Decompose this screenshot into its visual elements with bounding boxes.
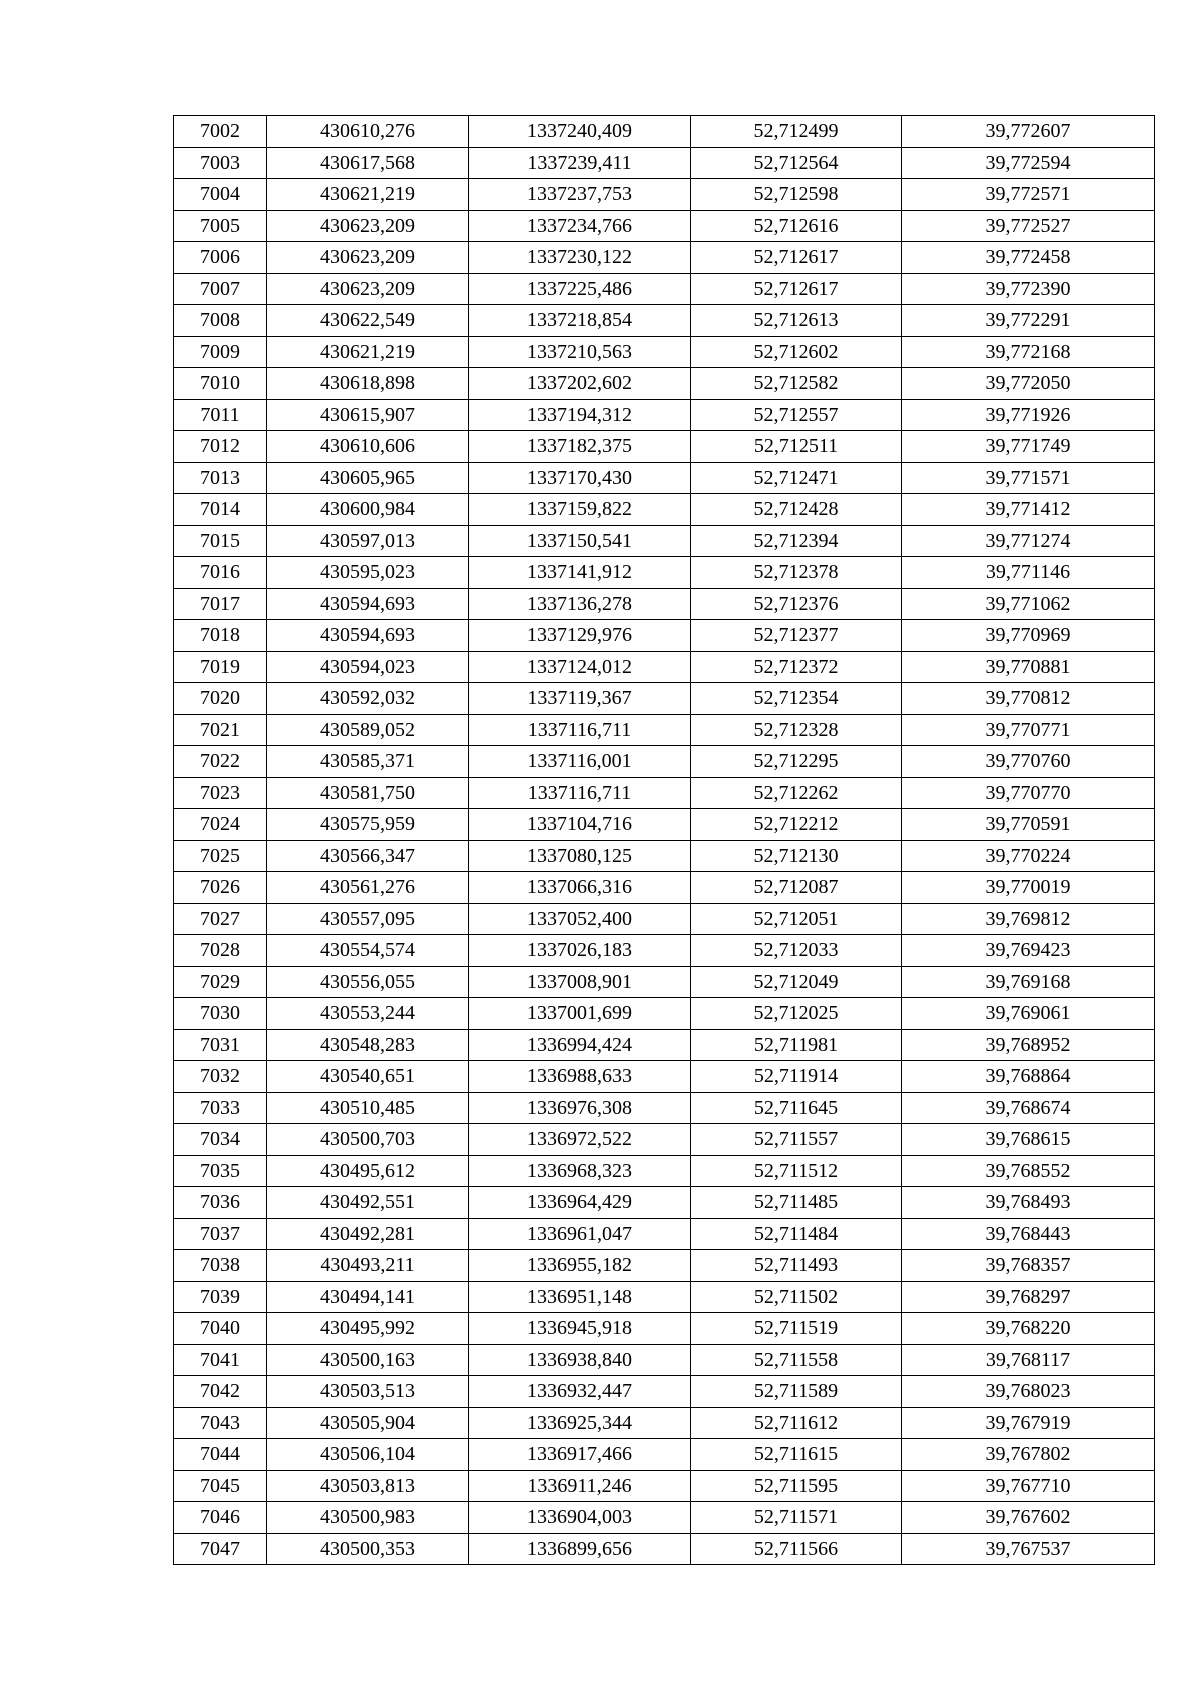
x-coordinate-cell: 430556,055 [267,966,469,998]
point-number-cell: 7014 [174,494,267,526]
x-coordinate-cell: 430594,693 [267,588,469,620]
longitude-cell: 39,772527 [902,210,1155,242]
point-number-cell: 7007 [174,273,267,305]
point-number-cell: 7040 [174,1313,267,1345]
x-coordinate-cell: 430600,984 [267,494,469,526]
table-row [174,1376,1155,1408]
latitude-cell: 52,712428 [691,494,902,526]
latitude-cell: 52,712328 [691,714,902,746]
point-number-cell: 7025 [174,840,267,872]
point-number-cell: 7039 [174,1281,267,1313]
table-row [174,462,1155,494]
latitude-cell: 52,712025 [691,998,902,1030]
longitude-cell: 39,767602 [902,1502,1155,1534]
longitude-cell: 39,770760 [902,746,1155,778]
longitude-cell: 39,767537 [902,1533,1155,1565]
y-coordinate-cell: 1337202,602 [469,368,691,400]
x-coordinate-cell: 430589,052 [267,714,469,746]
y-coordinate-cell: 1337237,753 [469,179,691,211]
y-coordinate-cell: 1337234,766 [469,210,691,242]
latitude-cell: 52,711519 [691,1313,902,1345]
y-coordinate-cell: 1337001,699 [469,998,691,1030]
latitude-cell: 52,712354 [691,683,902,715]
x-coordinate-cell: 430557,095 [267,903,469,935]
longitude-cell: 39,768615 [902,1124,1155,1156]
latitude-cell: 52,711615 [691,1439,902,1471]
point-number-cell: 7046 [174,1502,267,1534]
table-row [174,651,1155,683]
point-number-cell: 7045 [174,1470,267,1502]
point-number-cell: 7023 [174,777,267,809]
longitude-cell: 39,771274 [902,525,1155,557]
latitude-cell: 52,711571 [691,1502,902,1534]
y-coordinate-cell: 1337210,563 [469,336,691,368]
x-coordinate-cell: 430585,371 [267,746,469,778]
x-coordinate-cell: 430622,549 [267,305,469,337]
table-row [174,368,1155,400]
x-coordinate-cell: 430618,898 [267,368,469,400]
table-row [174,431,1155,463]
longitude-cell: 39,767919 [902,1407,1155,1439]
y-coordinate-cell: 1336911,246 [469,1470,691,1502]
latitude-cell: 52,711502 [691,1281,902,1313]
latitude-cell: 52,711493 [691,1250,902,1282]
point-number-cell: 7029 [174,966,267,998]
y-coordinate-cell: 1337119,367 [469,683,691,715]
x-coordinate-cell: 430510,485 [267,1092,469,1124]
y-coordinate-cell: 1336968,323 [469,1155,691,1187]
y-coordinate-cell: 1337150,541 [469,525,691,557]
table-row [174,872,1155,904]
point-number-cell: 7043 [174,1407,267,1439]
y-coordinate-cell: 1336945,918 [469,1313,691,1345]
longitude-cell: 39,770770 [902,777,1155,809]
longitude-cell: 39,769812 [902,903,1155,935]
y-coordinate-cell: 1337066,316 [469,872,691,904]
table-row [174,935,1155,967]
point-number-cell: 7026 [174,872,267,904]
longitude-cell: 39,768552 [902,1155,1155,1187]
point-number-cell: 7034 [174,1124,267,1156]
latitude-cell: 52,712033 [691,935,902,967]
x-coordinate-cell: 430495,992 [267,1313,469,1345]
point-number-cell: 7019 [174,651,267,683]
y-coordinate-cell: 1337052,400 [469,903,691,935]
x-coordinate-cell: 430492,281 [267,1218,469,1250]
longitude-cell: 39,768357 [902,1250,1155,1282]
table-row [174,966,1155,998]
longitude-cell: 39,769168 [902,966,1155,998]
table-row [174,1029,1155,1061]
table-row [174,1407,1155,1439]
point-number-cell: 7042 [174,1376,267,1408]
longitude-cell: 39,772050 [902,368,1155,400]
table-row [174,1218,1155,1250]
table-row [174,273,1155,305]
table-row [174,1470,1155,1502]
point-number-cell: 7016 [174,557,267,589]
table-row [174,1250,1155,1282]
y-coordinate-cell: 1337159,822 [469,494,691,526]
y-coordinate-cell: 1336938,840 [469,1344,691,1376]
latitude-cell: 52,711981 [691,1029,902,1061]
latitude-cell: 52,712617 [691,242,902,274]
point-number-cell: 7010 [174,368,267,400]
longitude-cell: 39,772607 [902,116,1155,148]
y-coordinate-cell: 1337141,912 [469,557,691,589]
longitude-cell: 39,768023 [902,1376,1155,1408]
x-coordinate-cell: 430623,209 [267,273,469,305]
latitude-cell: 52,712049 [691,966,902,998]
x-coordinate-cell: 430505,904 [267,1407,469,1439]
latitude-cell: 52,712212 [691,809,902,841]
longitude-cell: 39,770591 [902,809,1155,841]
y-coordinate-cell: 1337116,711 [469,714,691,746]
point-number-cell: 7018 [174,620,267,652]
table-row [174,1124,1155,1156]
point-number-cell: 7038 [174,1250,267,1282]
longitude-cell: 39,771062 [902,588,1155,620]
longitude-cell: 39,770969 [902,620,1155,652]
table-row [174,242,1155,274]
table-row [174,494,1155,526]
x-coordinate-cell: 430605,965 [267,462,469,494]
x-coordinate-cell: 430615,907 [267,399,469,431]
latitude-cell: 52,711512 [691,1155,902,1187]
table-row [174,840,1155,872]
table-row [174,210,1155,242]
x-coordinate-cell: 430597,013 [267,525,469,557]
y-coordinate-cell: 1336988,633 [469,1061,691,1093]
table-row [174,620,1155,652]
y-coordinate-cell: 1337026,183 [469,935,691,967]
longitude-cell: 39,768220 [902,1313,1155,1345]
point-number-cell: 7028 [174,935,267,967]
y-coordinate-cell: 1336994,424 [469,1029,691,1061]
table-row [174,777,1155,809]
point-number-cell: 7022 [174,746,267,778]
latitude-cell: 52,712394 [691,525,902,557]
table-row [174,1533,1155,1565]
table-row [174,116,1155,148]
x-coordinate-cell: 430566,347 [267,840,469,872]
longitude-cell: 39,771146 [902,557,1155,589]
longitude-cell: 39,771749 [902,431,1155,463]
table-row [174,903,1155,935]
latitude-cell: 52,711558 [691,1344,902,1376]
x-coordinate-cell: 430554,574 [267,935,469,967]
table-row [174,305,1155,337]
x-coordinate-cell: 430500,703 [267,1124,469,1156]
latitude-cell: 52,712499 [691,116,902,148]
point-number-cell: 7024 [174,809,267,841]
table-row [174,1502,1155,1534]
point-number-cell: 7027 [174,903,267,935]
table-row [174,1344,1155,1376]
x-coordinate-cell: 430621,219 [267,179,469,211]
longitude-cell: 39,770019 [902,872,1155,904]
y-coordinate-cell: 1336899,656 [469,1533,691,1565]
point-number-cell: 7030 [174,998,267,1030]
table-row [174,336,1155,368]
latitude-cell: 52,712130 [691,840,902,872]
point-number-cell: 7032 [174,1061,267,1093]
x-coordinate-cell: 430623,209 [267,210,469,242]
x-coordinate-cell: 430595,023 [267,557,469,589]
y-coordinate-cell: 1336932,447 [469,1376,691,1408]
latitude-cell: 52,711557 [691,1124,902,1156]
x-coordinate-cell: 430623,209 [267,242,469,274]
point-number-cell: 7044 [174,1439,267,1471]
x-coordinate-cell: 430581,750 [267,777,469,809]
y-coordinate-cell: 1337080,125 [469,840,691,872]
latitude-cell: 52,712378 [691,557,902,589]
point-number-cell: 7008 [174,305,267,337]
x-coordinate-cell: 430548,283 [267,1029,469,1061]
y-coordinate-cell: 1336972,522 [469,1124,691,1156]
longitude-cell: 39,768297 [902,1281,1155,1313]
longitude-cell: 39,771412 [902,494,1155,526]
longitude-cell: 39,772458 [902,242,1155,274]
point-number-cell: 7035 [174,1155,267,1187]
point-number-cell: 7015 [174,525,267,557]
y-coordinate-cell: 1337218,854 [469,305,691,337]
y-coordinate-cell: 1337194,312 [469,399,691,431]
table-row [174,746,1155,778]
y-coordinate-cell: 1336904,003 [469,1502,691,1534]
x-coordinate-cell: 430610,276 [267,116,469,148]
longitude-cell: 39,772291 [902,305,1155,337]
y-coordinate-cell: 1337129,976 [469,620,691,652]
latitude-cell: 52,712602 [691,336,902,368]
latitude-cell: 52,712262 [691,777,902,809]
longitude-cell: 39,768493 [902,1187,1155,1219]
point-number-cell: 7002 [174,116,267,148]
x-coordinate-cell: 430500,983 [267,1502,469,1534]
table-row [174,179,1155,211]
y-coordinate-cell: 1337240,409 [469,116,691,148]
longitude-cell: 39,771926 [902,399,1155,431]
y-coordinate-cell: 1337116,711 [469,777,691,809]
longitude-cell: 39,770771 [902,714,1155,746]
latitude-cell: 52,711589 [691,1376,902,1408]
latitude-cell: 52,712376 [691,588,902,620]
point-number-cell: 7020 [174,683,267,715]
x-coordinate-cell: 430500,163 [267,1344,469,1376]
table-row [174,683,1155,715]
y-coordinate-cell: 1336976,308 [469,1092,691,1124]
x-coordinate-cell: 430592,032 [267,683,469,715]
x-coordinate-cell: 430503,513 [267,1376,469,1408]
point-number-cell: 7003 [174,147,267,179]
latitude-cell: 52,712377 [691,620,902,652]
point-number-cell: 7033 [174,1092,267,1124]
table-row [174,1155,1155,1187]
point-number-cell: 7004 [174,179,267,211]
point-number-cell: 7009 [174,336,267,368]
table-row [174,1092,1155,1124]
table-row [174,588,1155,620]
point-number-cell: 7036 [174,1187,267,1219]
table-row [174,525,1155,557]
x-coordinate-cell: 430610,606 [267,431,469,463]
y-coordinate-cell: 1336951,148 [469,1281,691,1313]
latitude-cell: 52,712582 [691,368,902,400]
table-row [174,1313,1155,1345]
latitude-cell: 52,712564 [691,147,902,179]
latitude-cell: 52,711914 [691,1061,902,1093]
y-coordinate-cell: 1337225,486 [469,273,691,305]
point-number-cell: 7021 [174,714,267,746]
latitude-cell: 52,711612 [691,1407,902,1439]
table-row [174,557,1155,589]
longitude-cell: 39,768952 [902,1029,1155,1061]
point-number-cell: 7017 [174,588,267,620]
latitude-cell: 52,711484 [691,1218,902,1250]
y-coordinate-cell: 1337182,375 [469,431,691,463]
table-row [174,1061,1155,1093]
longitude-cell: 39,772571 [902,179,1155,211]
y-coordinate-cell: 1337230,122 [469,242,691,274]
latitude-cell: 52,712511 [691,431,902,463]
y-coordinate-cell: 1336961,047 [469,1218,691,1250]
longitude-cell: 39,770224 [902,840,1155,872]
latitude-cell: 52,711595 [691,1470,902,1502]
table-row [174,809,1155,841]
y-coordinate-cell: 1337116,001 [469,746,691,778]
y-coordinate-cell: 1336964,429 [469,1187,691,1219]
x-coordinate-cell: 430553,244 [267,998,469,1030]
x-coordinate-cell: 430540,651 [267,1061,469,1093]
x-coordinate-cell: 430492,551 [267,1187,469,1219]
x-coordinate-cell: 430493,211 [267,1250,469,1282]
longitude-cell: 39,769061 [902,998,1155,1030]
latitude-cell: 52,711566 [691,1533,902,1565]
y-coordinate-cell: 1337008,901 [469,966,691,998]
longitude-cell: 39,768117 [902,1344,1155,1376]
x-coordinate-cell: 430617,568 [267,147,469,179]
y-coordinate-cell: 1337104,716 [469,809,691,841]
point-number-cell: 7047 [174,1533,267,1565]
latitude-cell: 52,712295 [691,746,902,778]
point-number-cell: 7041 [174,1344,267,1376]
table-row [174,399,1155,431]
x-coordinate-cell: 430503,813 [267,1470,469,1502]
x-coordinate-cell: 430500,353 [267,1533,469,1565]
x-coordinate-cell: 430575,959 [267,809,469,841]
longitude-cell: 39,770881 [902,651,1155,683]
point-number-cell: 7037 [174,1218,267,1250]
point-number-cell: 7012 [174,431,267,463]
y-coordinate-cell: 1336955,182 [469,1250,691,1282]
point-number-cell: 7005 [174,210,267,242]
x-coordinate-cell: 430561,276 [267,872,469,904]
longitude-cell: 39,768864 [902,1061,1155,1093]
longitude-cell: 39,772594 [902,147,1155,179]
point-number-cell: 7013 [174,462,267,494]
latitude-cell: 52,712471 [691,462,902,494]
table-row [174,1439,1155,1471]
table-row [174,998,1155,1030]
longitude-cell: 39,768674 [902,1092,1155,1124]
latitude-cell: 52,711645 [691,1092,902,1124]
table-row [174,1281,1155,1313]
y-coordinate-cell: 1337124,012 [469,651,691,683]
table-row [174,1187,1155,1219]
x-coordinate-cell: 430621,219 [267,336,469,368]
latitude-cell: 52,712617 [691,273,902,305]
y-coordinate-cell: 1337136,278 [469,588,691,620]
x-coordinate-cell: 430495,612 [267,1155,469,1187]
longitude-cell: 39,770812 [902,683,1155,715]
table-row [174,147,1155,179]
longitude-cell: 39,772168 [902,336,1155,368]
point-number-cell: 7006 [174,242,267,274]
coordinates-table-body [174,116,1155,1565]
longitude-cell: 39,767710 [902,1470,1155,1502]
y-coordinate-cell: 1337239,411 [469,147,691,179]
longitude-cell: 39,769423 [902,935,1155,967]
y-coordinate-cell: 1336917,466 [469,1439,691,1471]
latitude-cell: 52,712613 [691,305,902,337]
x-coordinate-cell: 430594,023 [267,651,469,683]
table-row [174,714,1155,746]
latitude-cell: 52,711485 [691,1187,902,1219]
longitude-cell: 39,772390 [902,273,1155,305]
latitude-cell: 52,712598 [691,179,902,211]
y-coordinate-cell: 1336925,344 [469,1407,691,1439]
longitude-cell: 39,767802 [902,1439,1155,1471]
x-coordinate-cell: 430506,104 [267,1439,469,1471]
latitude-cell: 52,712557 [691,399,902,431]
longitude-cell: 39,771571 [902,462,1155,494]
latitude-cell: 52,712372 [691,651,902,683]
latitude-cell: 52,712051 [691,903,902,935]
x-coordinate-cell: 430494,141 [267,1281,469,1313]
y-coordinate-cell: 1337170,430 [469,462,691,494]
x-coordinate-cell: 430594,693 [267,620,469,652]
point-number-cell: 7031 [174,1029,267,1061]
latitude-cell: 52,712087 [691,872,902,904]
latitude-cell: 52,712616 [691,210,902,242]
longitude-cell: 39,768443 [902,1218,1155,1250]
point-number-cell: 7011 [174,399,267,431]
coordinates-table [173,115,1155,1565]
